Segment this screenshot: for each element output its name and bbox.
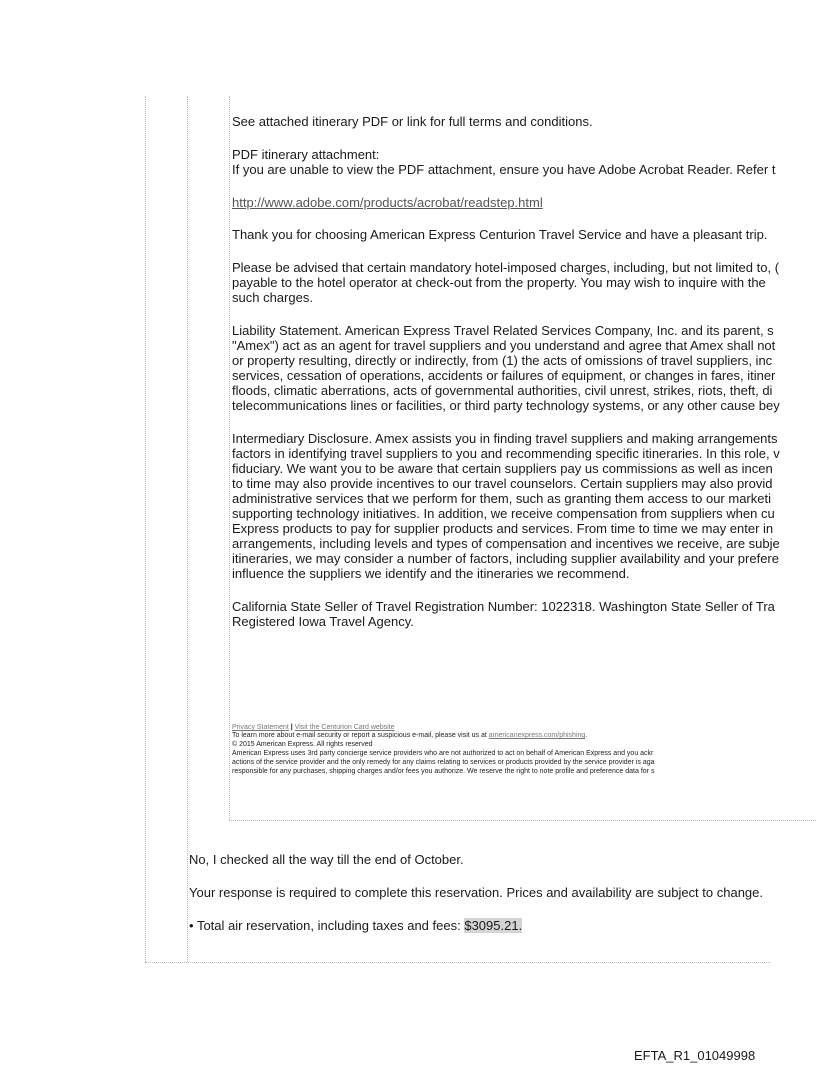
liability-line: Liability Statement. American Express Travel Related Services Company, Inc. and its parent, s [232,323,774,338]
hotel-charges-line: payable to the hotel operator at check-out from the property. You may wish to inquire with the [232,275,766,290]
terms-line: See attached itinerary PDF or link for full terms and conditions. [232,114,593,129]
intermediary-line: arrangements, including levels and types of compensation and incentives we receive, are subje [232,536,780,551]
disclaimer-line: responsible for any purchases, shipping charges and/or fees you authorize. We reserve the right to note profile and preference data for s [232,768,655,775]
privacy-statement-link[interactable]: Privacy Statement [232,724,289,731]
intermediary-line: Intermediary Disclosure. Amex assists you in finding travel suppliers and making arrangements [232,431,778,446]
bullet: • [189,918,194,933]
centurion-card-link[interactable]: Visit the Centurion Card website [294,724,395,731]
pdf-heading: PDF itinerary attachment: [232,147,380,162]
footer-separator: | [290,724,293,731]
liability-line: or property resulting, directly or indirectly, from (1) the acts of omissions of travel suppliers, inc [232,353,773,368]
registration-line: Registered Iowa Travel Agency. [232,614,414,629]
reply-line-1: No, I checked all the way till the end of October. [189,852,464,867]
security-notice [232,732,587,741]
intermediary-line: supporting technology initiatives. In addition, we receive compensation from suppliers when cu [232,506,775,521]
adobe-link[interactable] [232,195,543,210]
intermediary-line: factors in identifying travel suppliers to you and recommending specific itineraries. In this role, v [232,446,780,461]
disclaimer-line: American Express uses 3rd party concierge service providers who are not authorized to act on behalf of American Express and you ackr [232,750,654,757]
thank-you-line: Thank you for choosing American Express Centurion Travel Service and have a pleasant trip. [232,227,768,242]
disclaimer-line: actions of the service provider and the only remedy for any claims relating to services or products provided by the service provider is aga [232,759,655,766]
adobe-link-anchor[interactable]: http://www.adobe.com/products/acrobat/readstep.html [232,195,543,210]
inner-quote-bottom [229,820,816,821]
copyright: © 2015 American Express. All rights reserved [232,741,373,748]
total-value: $3095.21. [464,918,523,933]
security-end: . [585,732,588,739]
intermediary-line: administrative services that we perform for them, such as granting them access to our marketi [232,491,771,506]
liability-line: telecommunications lines or facilities, or third party technology systems, or any other cause bey [232,398,780,413]
liability-line: floods, climatic aberrations, acts of governmental authorities, civil unrest, strikes, riots, theft, di [232,383,773,398]
hotel-charges-line: Please be advised that certain mandatory hotel-imposed charges, including, but not limited to, ( [232,260,780,275]
intermediary-line: Express products to pay for supplier products and services. From time to time we may enter in [232,521,774,536]
intermediary-line: to time may also provide incentives to our travel counselors. Certain suppliers may also provid [232,476,773,491]
intermediary-line: itineraries, we may consider a number of factors, including supplier availability and your prefere [232,551,779,566]
outer-quote-bottom [145,962,771,963]
total-reservation-line [189,918,522,933]
inner-quote-border [229,96,230,820]
liability-line: services, cessation of operations, accidents or failures of equipment, or changes in fares, itiner [232,368,776,383]
intermediary-line: influence the suppliers we identify and the itineraries we recommend. [232,566,630,581]
pdf-text: If you are unable to view the PDF attachment, ensure you have Adobe Acrobat Reader. Refer t [232,162,776,177]
reply-quote-border [187,96,188,962]
security-text: To learn more about e-mail security or report a suspicious e-mail, please visit us at [232,732,487,739]
phishing-link[interactable]: americanexpress.com/phishing [488,732,586,739]
outer-quote-border [145,96,146,962]
intermediary-line: fiduciary. We want you to be aware that certain suppliers pay us commissions as well as incen [232,461,773,476]
document-id: EFTA_R1_01049998 [634,1048,756,1063]
registration-line: California State Seller of Travel Registration Number: 1022318. Washington State Seller of Tra [232,599,775,614]
reply-line-2: Your response is required to complete this reservation. Prices and availability are subject to change. [189,885,763,900]
hotel-charges-line: such charges. [232,290,313,305]
total-label: Total air reservation, including taxes and fees: [196,918,461,933]
liability-line: "Amex") act as an agent for travel suppliers and you understand and agree that Amex shall not [232,338,776,353]
